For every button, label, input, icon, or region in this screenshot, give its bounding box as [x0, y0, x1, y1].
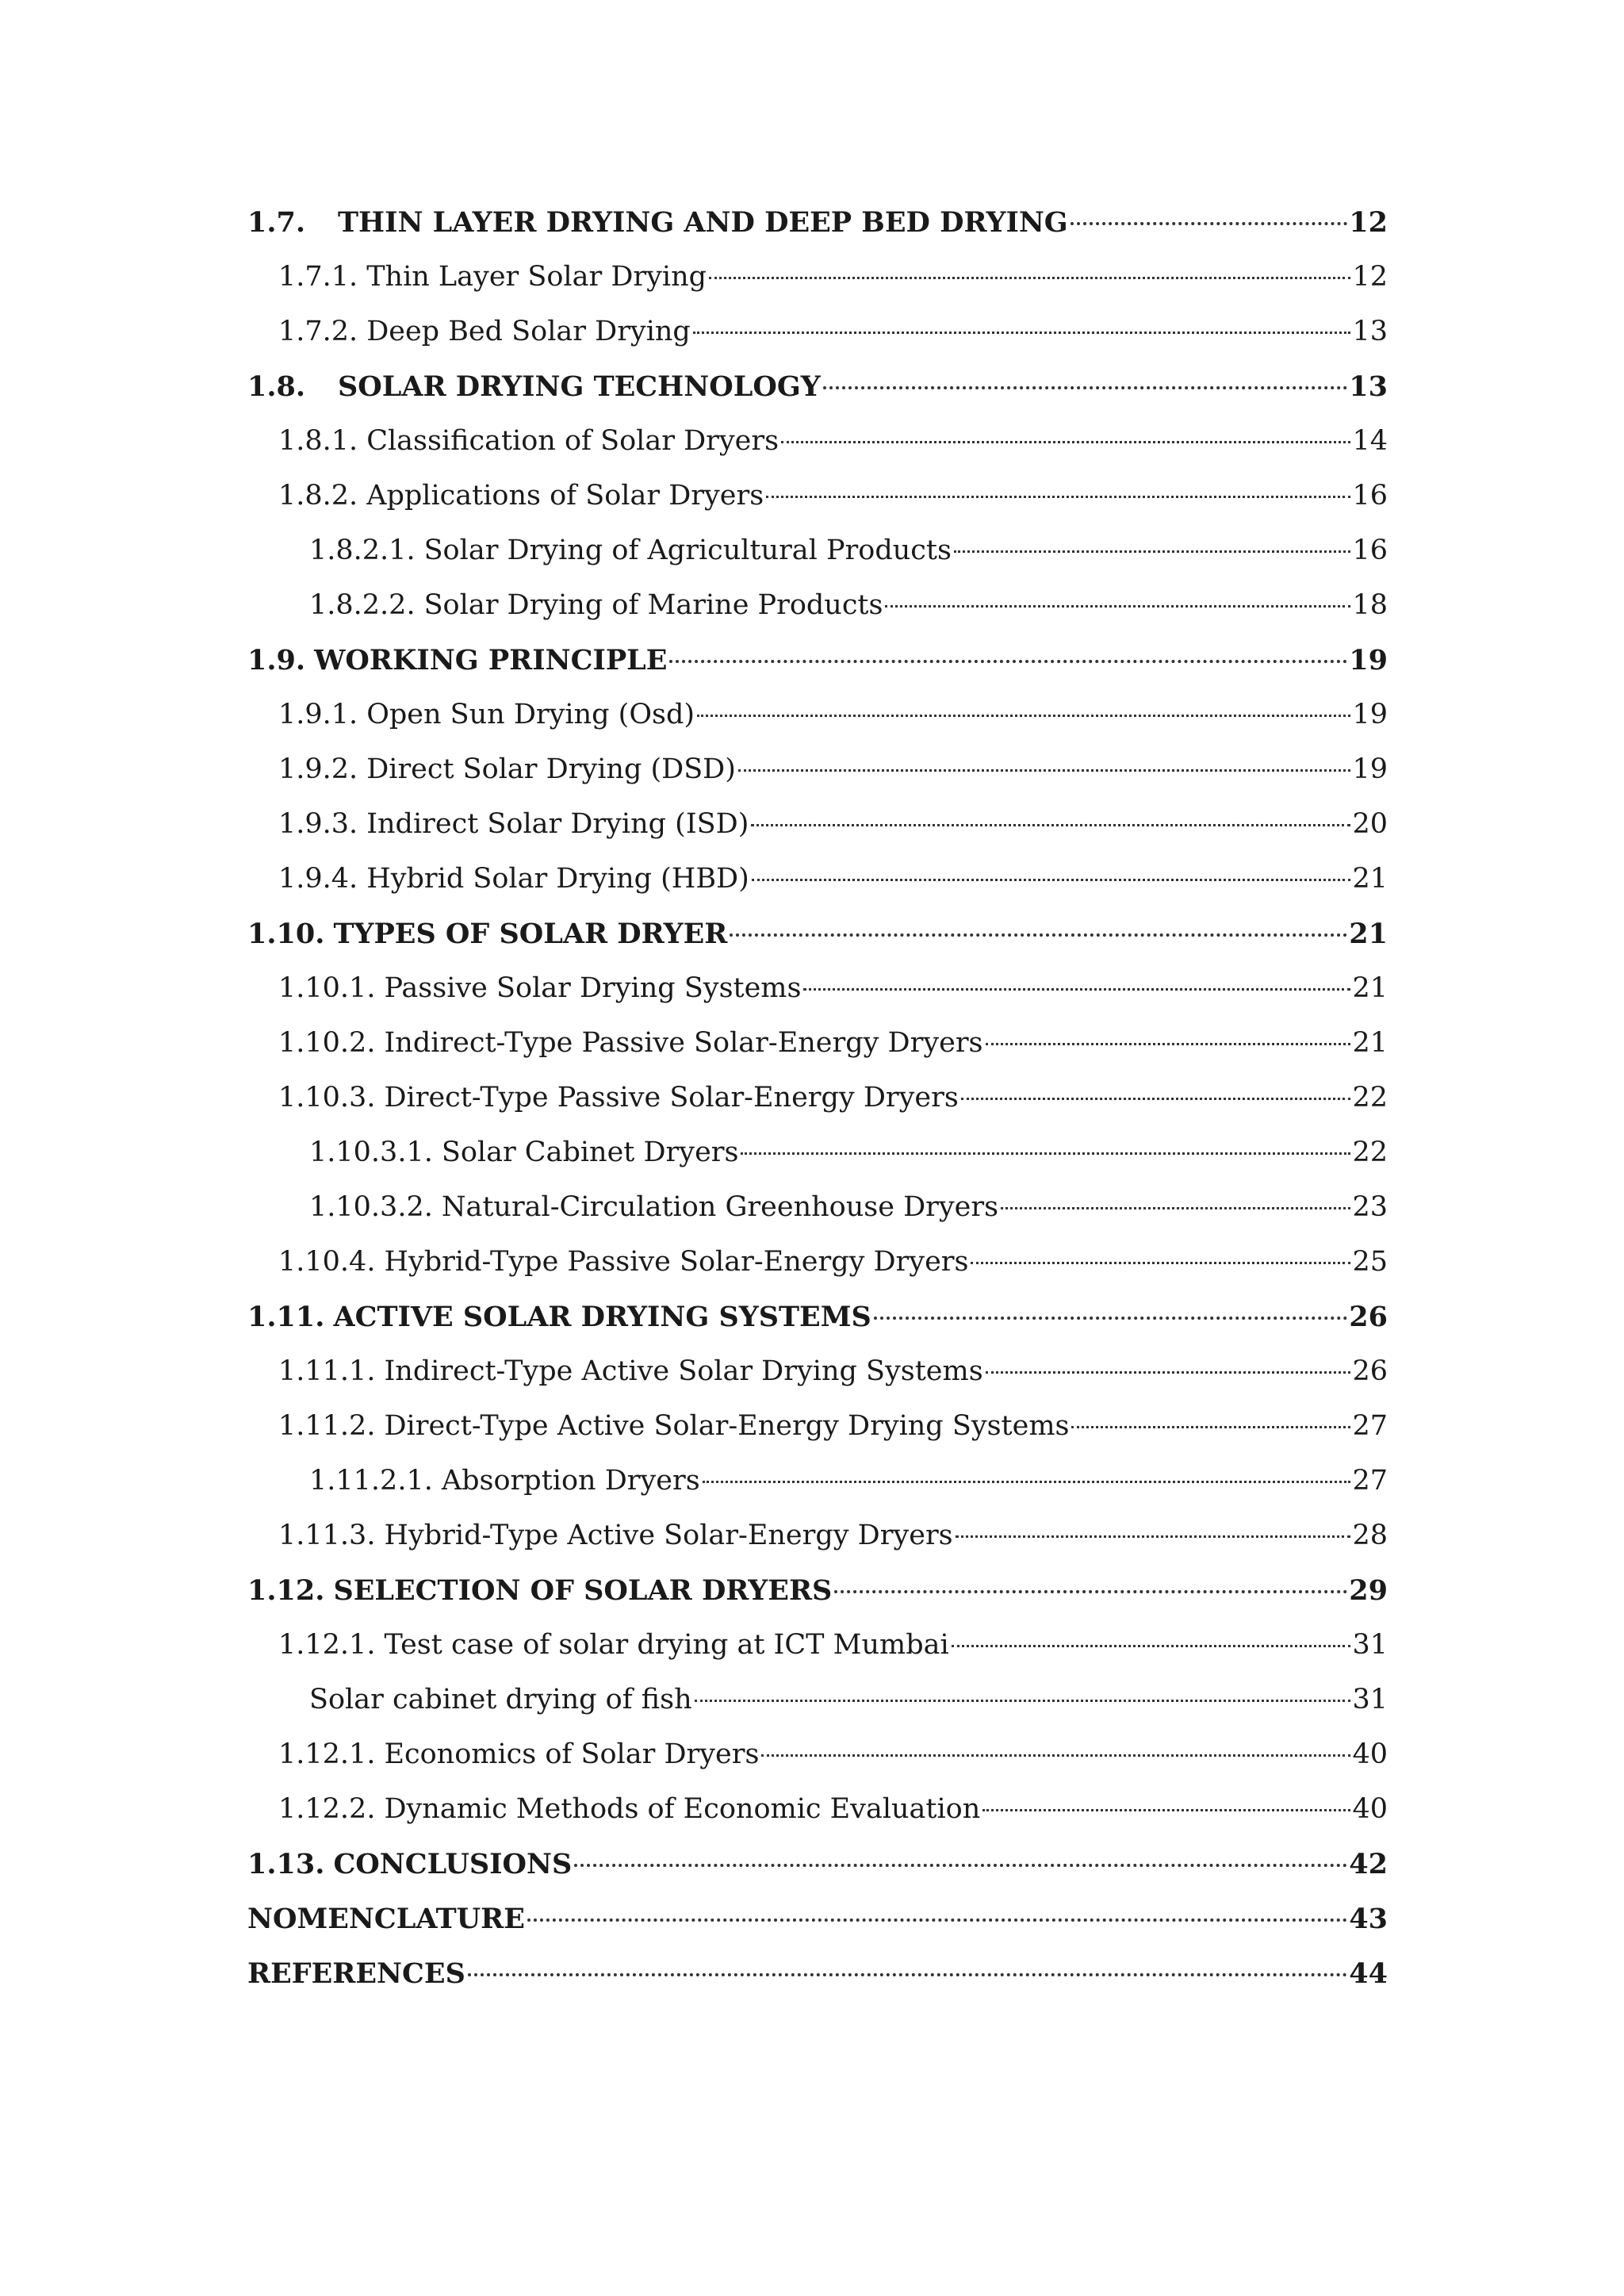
- toc-entry-page-number: 31: [1352, 1629, 1388, 1661]
- dot-leader: [803, 988, 1350, 991]
- toc-entry-title: Absorption Dryers: [441, 1465, 700, 1497]
- toc-entry-number: 1.10.: [247, 918, 325, 950]
- dot-leader: [741, 1152, 1350, 1155]
- toc-entry-page-number: 12: [1349, 206, 1388, 239]
- toc-entry-number: 1.10.3.2.: [309, 1191, 433, 1223]
- toc-entry-number: 1.8.2.2.: [309, 589, 416, 621]
- toc-entry-page-number: 26: [1349, 1301, 1388, 1333]
- toc-entry-title: TYPES OF SOLAR DRYER: [333, 918, 728, 950]
- dot-leader: [751, 824, 1350, 826]
- toc-entry-page-number: 19: [1352, 699, 1388, 730]
- toc-entry-title: Solar Cabinet Dryers: [441, 1137, 739, 1168]
- dot-leader: [693, 332, 1351, 334]
- dot-leader: [1001, 1207, 1350, 1209]
- toc-entry-title: Hybrid-Type Passive Solar-Energy Dryers: [384, 1246, 969, 1278]
- toc-entry[interactable]: [247, 359, 1388, 414]
- toc-entry-title: Classification of Solar Dryers: [366, 425, 779, 457]
- toc-entry[interactable]: [247, 1235, 1388, 1290]
- dot-leader: [709, 277, 1350, 279]
- dot-leader: [823, 386, 1348, 389]
- dot-leader: [752, 879, 1351, 881]
- dot-leader: [766, 496, 1350, 498]
- dot-leader: [527, 1918, 1347, 1922]
- toc-entry-number: 1.7.: [247, 206, 306, 239]
- toc-entry-number: 1.9.3.: [278, 808, 358, 840]
- toc-entry-number: 1.13.: [247, 1848, 325, 1880]
- toc-entry-title: NOMENCLATURE: [247, 1903, 525, 1935]
- toc-entry-title: Indirect-Type Passive Solar-Energy Dryers: [384, 1027, 983, 1059]
- toc-entry-title: Applications of Solar Dryers: [366, 480, 764, 512]
- toc-entry[interactable]: [247, 633, 1388, 688]
- toc-entry[interactable]: [247, 1673, 1388, 1727]
- toc-entry-title: Economics of Solar Dryers: [384, 1738, 760, 1770]
- toc-entry-title: WORKING PRINCIPLE: [314, 644, 668, 677]
- toc-entry-number: 1.9.: [247, 644, 306, 677]
- toc-entry-page-number: 16: [1352, 535, 1388, 566]
- toc-entry-number: 1.8.1.: [278, 425, 358, 457]
- dot-leader: [738, 769, 1351, 772]
- toc-entry[interactable]: [247, 1946, 1388, 2001]
- toc-entry-page-number: 22: [1352, 1082, 1388, 1114]
- toc-entry-title: Dynamic Methods of Economic Evaluation: [384, 1793, 981, 1825]
- toc-entry-page-number: 26: [1352, 1355, 1388, 1387]
- toc-entry[interactable]: [247, 523, 1388, 578]
- dot-leader: [954, 550, 1351, 553]
- dot-leader: [703, 1481, 1351, 1483]
- toc-entry-title: REFERENCES: [247, 1957, 465, 1990]
- toc-entry-number: 1.8.: [247, 370, 306, 403]
- toc-entry-number: 1.11.1.: [278, 1355, 376, 1387]
- toc-entry[interactable]: [247, 1782, 1388, 1837]
- dot-leader: [574, 1864, 1347, 1867]
- toc-entry-number: 1.9.2.: [278, 753, 358, 785]
- toc-entry-page-number: 27: [1352, 1465, 1388, 1497]
- dot-leader: [986, 1043, 1351, 1045]
- toc-entry[interactable]: [247, 1071, 1388, 1125]
- table-of-contents: [247, 195, 1388, 2001]
- toc-entry-title: ACTIVE SOLAR DRYING SYSTEMS: [333, 1301, 871, 1333]
- toc-entry-page-number: 22: [1352, 1137, 1388, 1168]
- toc-entry-title: Direct Solar Drying (DSD): [366, 753, 736, 785]
- toc-entry[interactable]: [247, 1563, 1388, 1618]
- toc-entry[interactable]: [247, 1125, 1388, 1180]
- dot-leader: [952, 1645, 1351, 1647]
- dot-leader: [982, 1809, 1350, 1811]
- toc-entry-number: 1.11.2.: [278, 1410, 376, 1442]
- toc-entry-number: 1.7.2.: [278, 316, 358, 347]
- toc-entry-page-number: 12: [1352, 261, 1388, 293]
- toc-entry-page-number: 40: [1352, 1738, 1388, 1770]
- dot-leader: [874, 1317, 1348, 1320]
- toc-entry[interactable]: [247, 907, 1388, 961]
- toc-entry[interactable]: [247, 1508, 1388, 1563]
- toc-entry-title: THIN LAYER DRYING AND DEEP BED DRYING: [338, 206, 1068, 239]
- toc-entry-number: 1.9.1.: [278, 699, 358, 730]
- toc-entry[interactable]: [247, 1618, 1388, 1673]
- toc-entry-title: Open Sun Drying (Osd): [366, 699, 695, 730]
- toc-entry-page-number: 13: [1352, 316, 1388, 347]
- toc-entry-page-number: 42: [1349, 1848, 1388, 1880]
- toc-entry-page-number: 16: [1352, 480, 1388, 512]
- dot-leader: [961, 1098, 1351, 1100]
- dot-leader: [956, 1535, 1351, 1538]
- toc-entry-title: Direct-Type Active Solar-Energy Drying Systems: [384, 1410, 1070, 1442]
- toc-entry[interactable]: [247, 1399, 1388, 1454]
- toc-entry-title: SELECTION OF SOLAR DRYERS: [333, 1574, 833, 1607]
- toc-entry-title: Solar cabinet drying of fish: [309, 1684, 692, 1715]
- toc-entry[interactable]: [247, 195, 1388, 250]
- toc-entry[interactable]: [247, 1180, 1388, 1235]
- toc-entry-title: Direct-Type Passive Solar-Energy Dryers: [384, 1082, 959, 1114]
- dot-leader: [669, 660, 1347, 663]
- dot-leader: [781, 441, 1350, 443]
- toc-entry-number: 1.7.1.: [278, 261, 358, 293]
- toc-entry[interactable]: [247, 1016, 1388, 1071]
- dot-leader: [885, 605, 1350, 608]
- dot-leader: [468, 1973, 1347, 1976]
- dot-leader: [695, 1700, 1351, 1702]
- toc-entry-number: 1.12.: [247, 1574, 325, 1607]
- dot-leader: [730, 933, 1347, 937]
- toc-entry[interactable]: [247, 961, 1388, 1016]
- toc-entry[interactable]: [247, 688, 1388, 742]
- toc-entry-title: Solar Drying of Agricultural Products: [423, 535, 952, 566]
- toc-entry[interactable]: [247, 742, 1388, 797]
- toc-entry[interactable]: [247, 1892, 1388, 1946]
- toc-entry[interactable]: [247, 578, 1388, 633]
- toc-entry-page-number: 19: [1349, 644, 1388, 677]
- toc-entry-title: Indirect-Type Active Solar Drying Systems: [384, 1355, 983, 1387]
- toc-entry-title: Hybrid Solar Drying (HBD): [366, 863, 749, 895]
- toc-entry-number: 1.10.2.: [278, 1027, 376, 1059]
- toc-entry-page-number: 23: [1352, 1191, 1388, 1223]
- toc-entry[interactable]: [247, 1290, 1388, 1344]
- toc-entry-page-number: 18: [1352, 589, 1388, 621]
- toc-entry-title: Deep Bed Solar Drying: [366, 316, 691, 347]
- toc-entry-page-number: 44: [1349, 1957, 1388, 1990]
- toc-entry-title: Natural-Circulation Greenhouse Dryers: [441, 1191, 999, 1223]
- toc-entry-page-number: 14: [1352, 425, 1388, 457]
- toc-entry-page-number: 19: [1352, 753, 1388, 785]
- toc-entry-title: CONCLUSIONS: [333, 1848, 573, 1880]
- dot-leader: [986, 1371, 1351, 1374]
- toc-entry-page-number: 40: [1352, 1793, 1388, 1825]
- toc-entry-page-number: 21: [1352, 863, 1388, 895]
- toc-entry-page-number: 13: [1349, 370, 1388, 403]
- toc-entry-number: 1.9.4.: [278, 863, 358, 895]
- dot-leader: [971, 1262, 1350, 1264]
- toc-entry-title: Thin Layer Solar Drying: [366, 261, 707, 293]
- toc-entry-page-number: 21: [1352, 972, 1388, 1004]
- toc-entry-number: 1.8.2.1.: [309, 535, 416, 566]
- toc-entry-number: 1.10.3.: [278, 1082, 376, 1114]
- toc-entry[interactable]: [247, 414, 1388, 469]
- dot-leader: [761, 1754, 1350, 1757]
- toc-entry-number: 1.11.: [247, 1301, 325, 1333]
- toc-entry-page-number: 21: [1352, 1027, 1388, 1059]
- toc-entry-page-number: 43: [1349, 1903, 1388, 1935]
- toc-entry-page-number: 27: [1352, 1410, 1388, 1442]
- toc-entry-title: Indirect Solar Drying (ISD): [366, 808, 749, 840]
- toc-entry-title: Test case of solar drying at ICT Mumbai: [384, 1629, 949, 1661]
- toc-entry-number: 1.8.2.: [278, 480, 358, 512]
- toc-entry-number: 1.10.3.1.: [309, 1137, 433, 1168]
- toc-entry-number: 1.12.1.: [278, 1738, 376, 1770]
- toc-entry-title: Hybrid-Type Active Solar-Energy Dryers: [384, 1520, 953, 1551]
- toc-entry-page-number: 21: [1349, 918, 1388, 950]
- toc-entry[interactable]: [247, 1727, 1388, 1782]
- toc-entry[interactable]: [247, 852, 1388, 907]
- toc-entry[interactable]: [247, 1344, 1388, 1399]
- toc-entry[interactable]: [247, 797, 1388, 852]
- toc-entry-title: SOLAR DRYING TECHNOLOGY: [338, 370, 821, 403]
- toc-entry[interactable]: [247, 469, 1388, 523]
- toc-entry-page-number: 20: [1352, 808, 1388, 840]
- toc-entry-number: 1.10.4.: [278, 1246, 376, 1278]
- toc-entry-number: 1.11.2.1.: [309, 1465, 433, 1497]
- toc-entry-page-number: 31: [1352, 1684, 1388, 1715]
- toc-entry-title: Solar Drying of Marine Products: [423, 589, 883, 621]
- toc-entry-page-number: 28: [1352, 1520, 1388, 1551]
- dot-leader: [834, 1590, 1347, 1593]
- toc-entry-page-number: 25: [1352, 1246, 1388, 1278]
- toc-entry[interactable]: [247, 250, 1388, 305]
- toc-entry-page-number: 29: [1349, 1574, 1388, 1607]
- toc-entry-number: 1.10.1.: [278, 972, 376, 1004]
- toc-entry-number: 1.11.3.: [278, 1520, 376, 1551]
- dot-leader: [1071, 222, 1348, 225]
- dot-leader: [1071, 1426, 1350, 1428]
- toc-entry[interactable]: [247, 1454, 1388, 1508]
- toc-entry-title: Passive Solar Drying Systems: [384, 972, 802, 1004]
- toc-entry[interactable]: [247, 1837, 1388, 1892]
- toc-entry-number: 1.12.1.: [278, 1629, 376, 1661]
- dot-leader: [697, 715, 1350, 717]
- toc-entry-number: 1.12.2.: [278, 1793, 376, 1825]
- toc-entry[interactable]: [247, 305, 1388, 359]
